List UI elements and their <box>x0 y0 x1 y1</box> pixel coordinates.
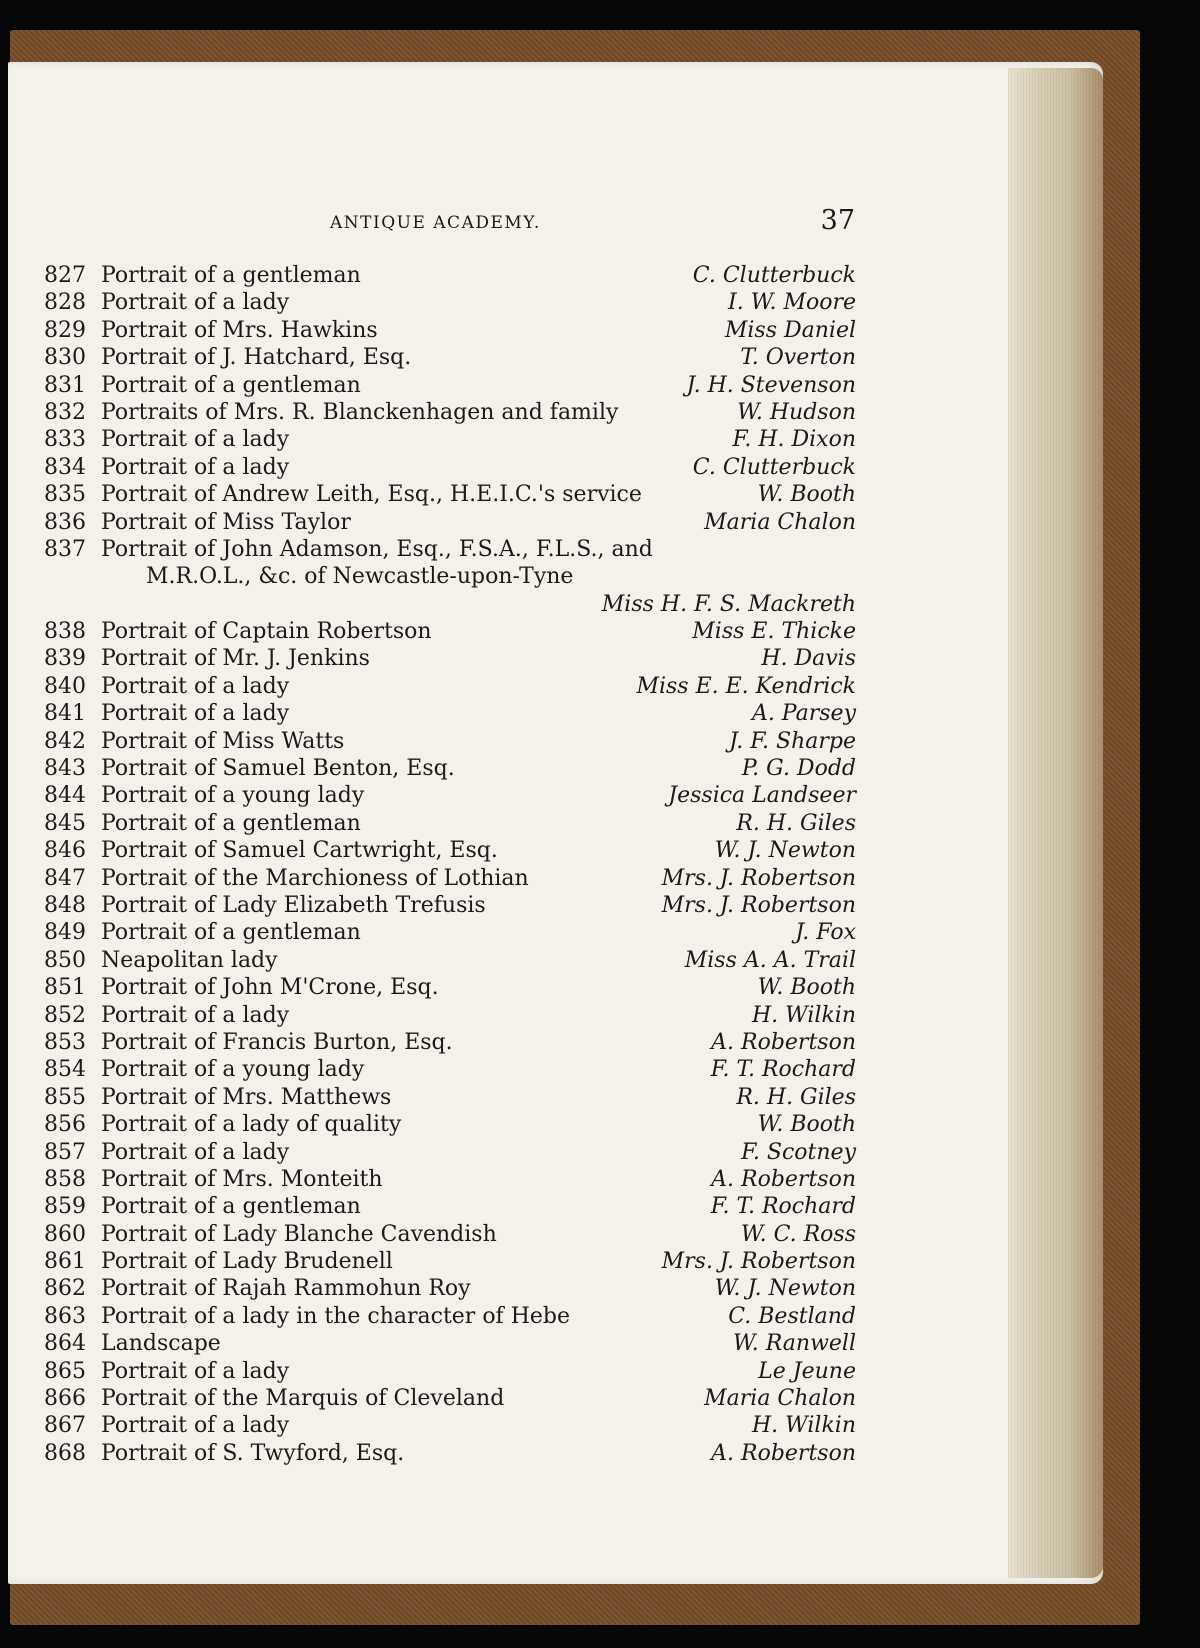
catalogue-entry <box>44 591 856 618</box>
entry-title: Portrait of a lady <box>101 1139 290 1165</box>
entry-number: 867 <box>44 1413 86 1439</box>
entry-title: Portrait of a lady <box>101 701 290 727</box>
catalogue-entry <box>44 1084 856 1111</box>
catalogue-entry <box>44 810 856 837</box>
entry-title: M.R.O.L., &c. of Newcastle-upon-Tyne <box>146 564 574 590</box>
entry-title: Portrait of the Marquis of Cleveland <box>101 1386 505 1412</box>
page-edges <box>1008 68 1103 1578</box>
catalogue-entry <box>44 1275 856 1302</box>
entry-artist: Maria Chalon <box>704 1386 856 1412</box>
catalogue-entry <box>44 536 856 563</box>
entry-number: 847 <box>44 865 86 891</box>
entry-artist: Maria Chalon <box>704 509 856 535</box>
entry-number: 849 <box>44 920 86 946</box>
entry-number: 827 <box>44 263 86 288</box>
entry-title: Portrait of Lady Blanche Cavendish <box>101 1221 497 1247</box>
entry-title: Portrait of a lady in the character of Hebe <box>101 1303 571 1329</box>
catalogue-entry <box>44 563 856 590</box>
entry-artist: A. Robertson <box>711 1166 856 1192</box>
entry-number: 842 <box>44 728 86 754</box>
catalogue-entry <box>44 1248 856 1275</box>
entry-title: Portrait of a gentleman <box>101 372 361 398</box>
entry-title: Portrait of a lady <box>101 290 290 316</box>
entry-artist: C. Bestland <box>728 1303 856 1329</box>
entry-number: 859 <box>44 1194 86 1220</box>
entry-artist: Le Jeune <box>758 1358 856 1384</box>
entry-title: Portrait of a lady <box>101 427 290 453</box>
entry-artist: J. F. Sharpe <box>729 728 856 754</box>
entry-artist: Miss E. E. Kendrick <box>636 673 856 699</box>
catalogue-entry <box>44 289 856 316</box>
entry-artist: Mrs. J. Robertson <box>661 1249 856 1275</box>
catalogue-list <box>44 262 856 1467</box>
catalogue-entry <box>44 673 856 700</box>
entry-title: Portrait of Samuel Cartwright, Esq. <box>101 838 498 864</box>
entry-number: 846 <box>44 838 86 864</box>
entry-artist: W. J. Newton <box>714 1276 856 1302</box>
entry-title: Portrait of Mrs. Hawkins <box>101 317 378 343</box>
catalogue-entry <box>44 1440 856 1467</box>
catalogue-entry <box>44 618 856 645</box>
catalogue-entry <box>44 947 856 974</box>
entry-artist: A. Robertson <box>711 1029 856 1055</box>
entry-title: Portrait of a lady <box>101 1358 290 1384</box>
catalogue-entry <box>44 317 856 344</box>
catalogue-entry <box>44 1056 856 1083</box>
catalogue-entry <box>44 837 856 864</box>
entry-number: 848 <box>44 892 86 918</box>
entry-number: 845 <box>44 810 86 836</box>
entry-artist: Miss Daniel <box>724 317 856 343</box>
entry-number: 834 <box>44 454 86 480</box>
entry-artist: F. Scotney <box>741 1139 856 1165</box>
entry-title: Portrait of the Marchioness of Lothian <box>101 865 529 891</box>
entry-title: Portrait of a lady <box>101 454 290 480</box>
entry-artist: R. H. Giles <box>736 810 856 836</box>
entry-artist: W. C. Ross <box>740 1221 856 1247</box>
entry-number: 830 <box>44 345 86 371</box>
entry-title: Portrait of J. Hatchard, Esq. <box>101 345 412 371</box>
entry-artist: I. W. Moore <box>728 290 856 316</box>
entry-title: Portrait of a lady <box>101 1413 290 1439</box>
entry-number: 843 <box>44 756 86 782</box>
entry-artist: T. Overton <box>740 345 856 371</box>
entry-artist: W. Booth <box>757 975 856 1001</box>
entry-number: 858 <box>44 1166 86 1192</box>
entry-title: Portrait of John Adamson, Esq., F.S.A., F.L.S., and <box>101 536 653 562</box>
catalogue-entry <box>44 1412 856 1439</box>
entry-artist: P. G. Dodd <box>741 756 856 782</box>
entry-number: 852 <box>44 1002 86 1028</box>
entry-title: Portrait of a gentleman <box>101 1194 361 1220</box>
entry-number: 865 <box>44 1358 86 1384</box>
entry-artist: W. Booth <box>757 1112 856 1138</box>
entry-number: 862 <box>44 1276 86 1302</box>
entry-number: 835 <box>44 482 86 508</box>
entry-artist: Jessica Landseer <box>668 783 856 809</box>
entry-number: 839 <box>44 646 86 672</box>
entry-title: Neapolitan lady <box>101 947 278 973</box>
entry-number: 860 <box>44 1221 86 1247</box>
page-number: 37 <box>820 205 855 236</box>
entry-number: 836 <box>44 509 86 535</box>
entry-artist: W. J. Newton <box>714 838 856 864</box>
entry-title: Portrait of Mrs. Matthews <box>101 1084 392 1110</box>
entry-title: Portrait of a gentleman <box>101 810 361 836</box>
entry-title: Portrait of Lady Brudenell <box>101 1249 393 1275</box>
catalogue-entry <box>44 1139 856 1166</box>
entry-title: Portrait of Miss Taylor <box>101 509 351 535</box>
entry-artist: Miss A. A. Trail <box>684 947 856 973</box>
entry-artist: J. H. Stevenson <box>686 372 856 398</box>
entry-title: Portrait of Samuel Benton, Esq. <box>101 756 455 782</box>
catalogue-entry <box>44 700 856 727</box>
entry-artist: F. T. Rochard <box>710 1057 856 1083</box>
entry-number: 856 <box>44 1112 86 1138</box>
catalogue-entry <box>44 1193 856 1220</box>
catalogue-entry <box>44 1385 856 1412</box>
catalogue-entry <box>44 509 856 536</box>
entry-title: Portrait of a lady of quality <box>101 1112 402 1138</box>
entry-artist: Miss H. F. S. Mackreth <box>601 591 856 617</box>
entry-artist: Mrs. J. Robertson <box>661 865 856 891</box>
entry-title: Portrait of Rajah Rammohun Roy <box>101 1276 471 1302</box>
catalogue-entry <box>44 262 856 289</box>
entry-title: Portrait of a gentleman <box>101 263 361 288</box>
entry-title: Portrait of Captain Robertson <box>101 619 432 645</box>
entry-number: 853 <box>44 1029 86 1055</box>
entry-artist: Mrs. J. Robertson <box>661 892 856 918</box>
catalogue-entry <box>44 481 856 508</box>
entry-number: 855 <box>44 1084 86 1110</box>
page-header <box>40 205 855 245</box>
entry-artist: Miss E. Thicke <box>692 619 856 645</box>
entry-number: 844 <box>44 783 86 809</box>
catalogue-entry <box>44 782 856 809</box>
entry-title: Portrait of a young lady <box>101 1057 365 1083</box>
entry-title: Portrait of a young lady <box>101 783 365 809</box>
entry-number: 837 <box>44 536 86 562</box>
catalogue-entry <box>44 728 856 755</box>
catalogue-entry <box>44 426 856 453</box>
entry-number: 828 <box>44 290 86 316</box>
entry-number: 851 <box>44 975 86 1001</box>
catalogue-entry <box>44 755 856 782</box>
entry-number: 868 <box>44 1440 86 1466</box>
entry-title: Portrait of Miss Watts <box>101 728 345 754</box>
entry-artist: H. Wilkin <box>751 1002 856 1028</box>
catalogue-entry <box>44 974 856 1001</box>
entry-artist: C. Clutterbuck <box>692 263 856 288</box>
catalogue-entry <box>44 919 856 946</box>
entry-number: 829 <box>44 317 86 343</box>
catalogue-entry <box>44 1221 856 1248</box>
entry-title: Portrait of a lady <box>101 1002 290 1028</box>
entry-number: 854 <box>44 1057 86 1083</box>
entry-artist: A. Robertson <box>711 1440 856 1466</box>
entry-title: Portrait of John M'Crone, Esq. <box>101 975 439 1001</box>
entry-number: 866 <box>44 1386 86 1412</box>
entry-artist: R. H. Giles <box>736 1084 856 1110</box>
entry-artist: F. H. Dixon <box>732 427 856 453</box>
entry-artist: F. T. Rochard <box>710 1194 856 1220</box>
entry-title: Portrait of Mrs. Monteith <box>101 1166 383 1192</box>
catalogue-entry <box>44 1330 856 1357</box>
catalogue-entry <box>44 1111 856 1138</box>
catalogue-entry <box>44 892 856 919</box>
catalogue-entry <box>44 645 856 672</box>
entry-artist: A. Parsey <box>751 701 856 727</box>
catalogue-entry <box>44 1358 856 1385</box>
entry-artist: W. Ranwell <box>732 1331 856 1357</box>
entry-number: 832 <box>44 399 86 425</box>
catalogue-entry <box>44 1002 856 1029</box>
entry-number: 838 <box>44 619 86 645</box>
entry-number: 864 <box>44 1331 86 1357</box>
catalogue-entry <box>44 1029 856 1056</box>
entry-artist: H. Wilkin <box>751 1413 856 1439</box>
entry-number: 831 <box>44 372 86 398</box>
entry-title: Portrait of Mr. J. Jenkins <box>101 646 370 672</box>
entry-artist: J. Fox <box>795 920 856 946</box>
entry-artist: C. Clutterbuck <box>692 454 856 480</box>
entry-title: Portrait of a gentleman <box>101 920 361 946</box>
entry-title: Landscape <box>101 1331 221 1357</box>
running-head: ANTIQUE ACADEMY. <box>330 213 541 233</box>
entry-title: Portrait of a lady <box>101 673 290 699</box>
catalogue-entry <box>44 1303 856 1330</box>
entry-number: 841 <box>44 701 86 727</box>
catalogue-entry <box>44 1166 856 1193</box>
entry-number: 863 <box>44 1303 86 1329</box>
entry-artist: W. Booth <box>757 482 856 508</box>
entry-title: Portrait of Francis Burton, Esq. <box>101 1029 453 1055</box>
entry-title: Portrait of S. Twyford, Esq. <box>101 1440 405 1466</box>
catalogue-entry <box>44 344 856 371</box>
entry-artist: W. Hudson <box>737 399 856 425</box>
catalogue-entry <box>44 865 856 892</box>
catalogue-entry <box>44 399 856 426</box>
entry-title: Portraits of Mrs. R. Blanckenhagen and family <box>101 399 619 425</box>
entry-number: 857 <box>44 1139 86 1165</box>
entry-number: 833 <box>44 427 86 453</box>
catalogue-entry <box>44 372 856 399</box>
catalogue-entry <box>44 454 856 481</box>
entry-artist: H. Davis <box>761 646 856 672</box>
entry-title: Portrait of Lady Elizabeth Trefusis <box>101 892 486 918</box>
entry-title: Portrait of Andrew Leith, Esq., H.E.I.C.'s service <box>101 482 642 508</box>
entry-number: 840 <box>44 673 86 699</box>
entry-number: 861 <box>44 1249 86 1275</box>
entry-number: 850 <box>44 947 86 973</box>
